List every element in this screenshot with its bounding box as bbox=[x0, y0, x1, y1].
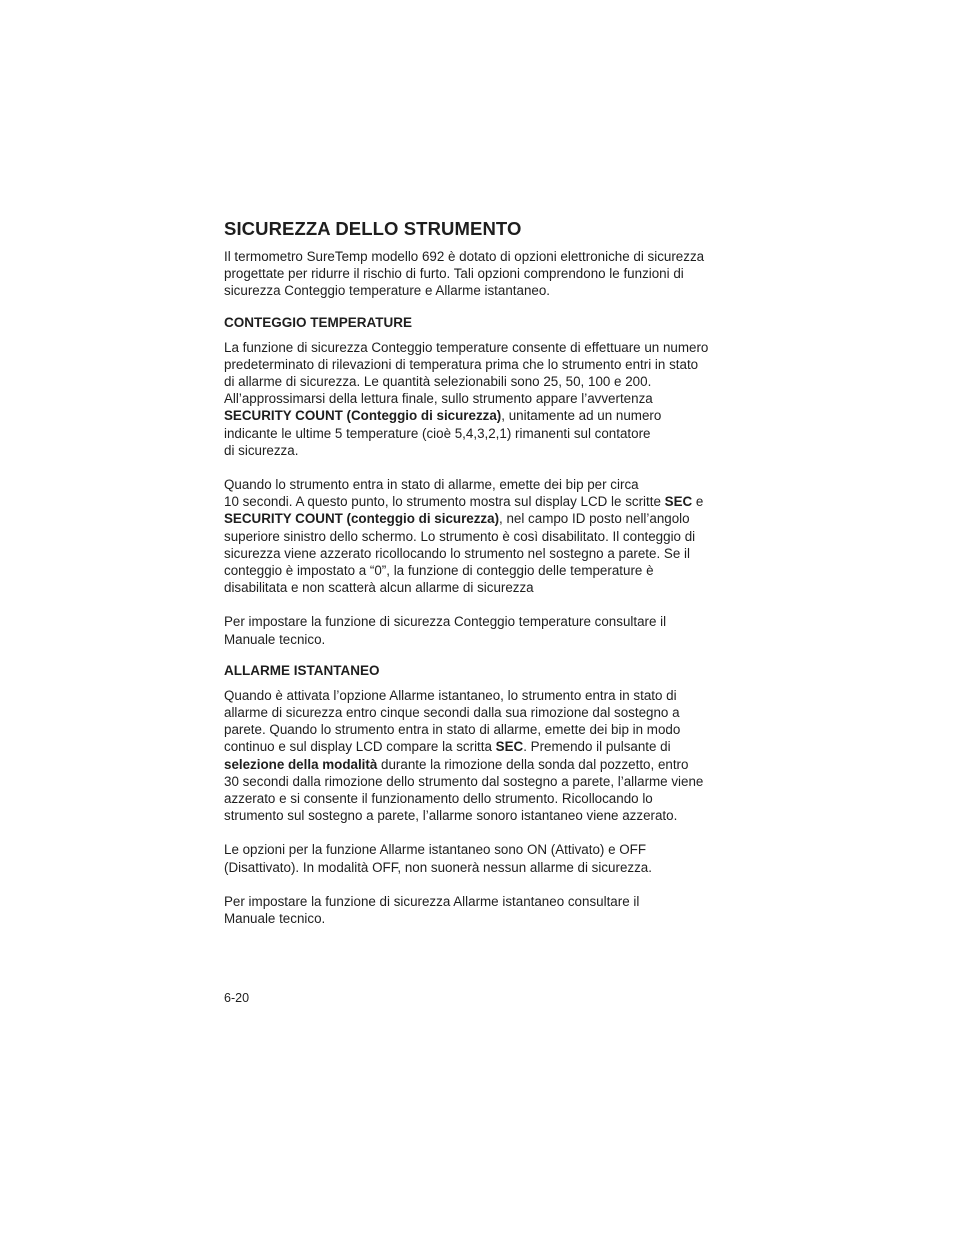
text-line: Quando lo strumento entra in stato di allarme, emette dei bip per circa bbox=[224, 477, 639, 493]
bold-term: selezione della modalità bbox=[224, 756, 378, 772]
text-line: sicurezza viene azzerato ricollocando lo strumento nel sostegno a parete. Se il bbox=[224, 545, 690, 561]
text-line bbox=[224, 756, 734, 773]
intro-line: Il termometro SureTemp modello 692 è dotato di opzioni elettroniche di sicurezza bbox=[224, 249, 705, 264]
text-line: Quando è attivata l’opzione Allarme istantaneo, lo strumento entra in stato di bbox=[224, 687, 677, 703]
text-fragment: continuo e sul display LCD compare la scritta bbox=[224, 739, 496, 755]
bold-term: SECURITY COUNT (conteggio di sicurezza) bbox=[224, 511, 500, 527]
document-page bbox=[224, 218, 734, 927]
text-fragment: durante la rimozione della sonda dal pozzetto, entro bbox=[377, 756, 689, 772]
text-line: predeterminato di rilevazioni di temperatura prima che lo strumento entri in stato bbox=[224, 356, 699, 372]
text-line: Manuale tecnico. bbox=[224, 631, 326, 647]
text-line: Per impostare la funzione di sicurezza Conteggio temperature consultare il bbox=[224, 614, 667, 630]
text-line: azzerato e si consente il funzionamento dello strumento. Ricollocando lo bbox=[224, 791, 653, 807]
text-line: allarme di sicurezza entro cinque secondi dalla sua rimozione dal sostegno a bbox=[224, 705, 680, 721]
bold-term: SECURITY COUNT (Conteggio di sicurezza) bbox=[224, 408, 502, 424]
text-fragment: 10 secondi. A questo punto, lo strumento mostra sul display LCD le scritte bbox=[224, 494, 665, 510]
text-line: Le opzioni per la funzione Allarme istantaneo sono ON (Attivato) e OFF bbox=[224, 842, 647, 858]
text-line: Per impostare la funzione di sicurezza Allarme istantaneo consultare il bbox=[224, 893, 640, 909]
text-fragment: , unitamente ad un numero bbox=[501, 408, 662, 424]
allarme-paragraph-1 bbox=[224, 687, 734, 825]
bold-term: SEC bbox=[495, 739, 524, 755]
text-line: superiore sinistro dello schermo. Lo strumento è così disabilitato. Il conteggio di bbox=[224, 528, 696, 544]
bold-term: SEC bbox=[664, 494, 693, 510]
text-line: disabilitata e non scatterà alcun allarme di sicurezza bbox=[224, 580, 534, 596]
intro-line: progettate per ridurre il rischio di furto. Tali opzioni comprendono le funzioni di bbox=[224, 266, 684, 282]
allarme-paragraph-2 bbox=[224, 841, 734, 875]
text-line bbox=[224, 493, 734, 510]
text-line: di sicurezza. bbox=[224, 442, 299, 458]
text-line bbox=[224, 510, 734, 527]
text-line: La funzione di sicurezza Conteggio temperature consente di effettuare un numero bbox=[224, 339, 709, 355]
text-line: (Disattivato). In modalità OFF, non suonerà nessun allarme di sicurezza. bbox=[224, 859, 652, 875]
text-line: Manuale tecnico. bbox=[224, 911, 326, 927]
conteggio-paragraph-2 bbox=[224, 476, 734, 596]
text-fragment: e bbox=[692, 494, 704, 510]
intro-line: sicurezza Conteggio temperature e Allarme istantaneo. bbox=[224, 283, 551, 299]
conteggio-paragraph-1 bbox=[224, 339, 734, 459]
subheading-allarme: ALLARME ISTANTANEO bbox=[224, 662, 380, 678]
text-line bbox=[224, 738, 734, 755]
text-line bbox=[224, 407, 734, 424]
text-line: All’approssimarsi della lettura finale, sullo strumento appare l’avvertenza bbox=[224, 391, 653, 407]
conteggio-paragraph-3 bbox=[224, 613, 734, 647]
text-line: parete. Quando lo strumento entra in stato di allarme, emette dei bip in modo bbox=[224, 722, 681, 738]
text-line: 30 secondi dalla rimozione dello strumento dal sostegno a parete, l’allarme viene bbox=[224, 773, 704, 789]
text-line: indicante le ultime 5 temperature (cioè 5,4,3,2,1) rimanenti sul contatore bbox=[224, 425, 651, 441]
section-title: SICUREZZA DELLO STRUMENTO bbox=[224, 218, 522, 239]
allarme-paragraph-3 bbox=[224, 893, 734, 927]
page-number: 6-20 bbox=[224, 991, 250, 1005]
intro-paragraph bbox=[224, 248, 734, 300]
subheading-conteggio: CONTEGGIO TEMPERATURE bbox=[224, 314, 413, 330]
text-line: di allarme di sicurezza. Le quantità selezionabili sono 25, 50, 100 e 200. bbox=[224, 374, 652, 390]
text-fragment: , nel campo ID posto nell’angolo bbox=[499, 511, 690, 527]
text-line: strumento sul sostegno a parete, l’allarme sonoro istantaneo viene azzerato. bbox=[224, 808, 678, 824]
text-line: conteggio è impostato a “0”, la funzione di conteggio delle temperature è bbox=[224, 563, 654, 579]
text-fragment: . Premendo il pulsante di bbox=[523, 739, 671, 755]
